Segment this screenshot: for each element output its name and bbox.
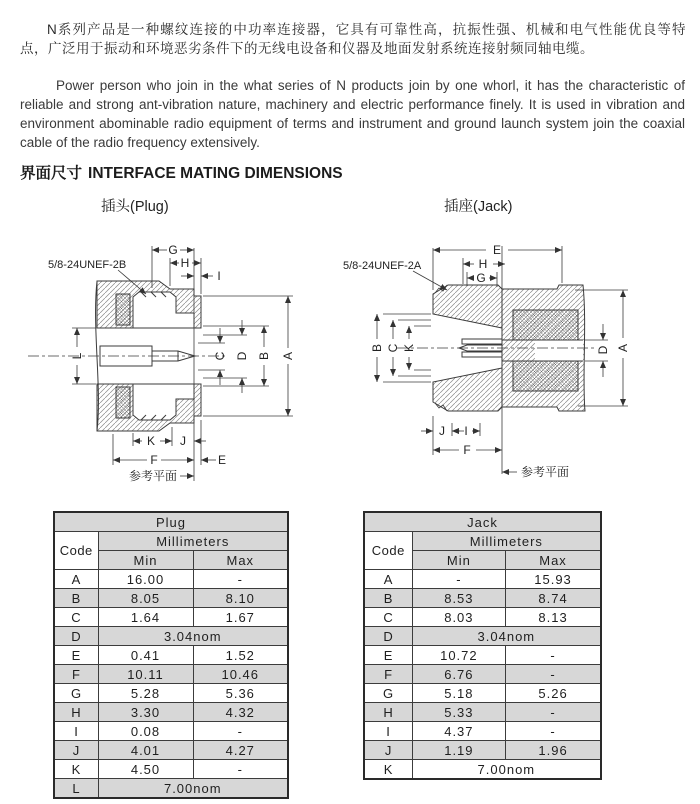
table-row xyxy=(364,741,601,760)
max-cell: 5.26 xyxy=(506,684,601,703)
min-cell: 4.37 xyxy=(412,722,505,741)
span-cell: 3.04nom xyxy=(98,627,288,646)
plug-min-header: Min xyxy=(98,551,193,570)
max-cell: - xyxy=(506,665,601,684)
max-cell: 15.93 xyxy=(506,570,601,589)
plug-table-title-row xyxy=(54,512,288,532)
plug-dim-label-k: K xyxy=(146,434,156,448)
code-cell: E xyxy=(364,646,412,665)
min-cell: 10.11 xyxy=(98,665,193,684)
plug-dim-label-j: J xyxy=(180,434,186,448)
code-cell: F xyxy=(364,665,412,684)
plug-dim-label-i: I xyxy=(217,269,221,283)
code-cell: A xyxy=(364,570,412,589)
plug-dim-label-e: E xyxy=(217,453,227,467)
max-cell: - xyxy=(193,570,288,589)
table-row xyxy=(54,684,288,703)
jack-table-title-row xyxy=(364,512,601,532)
jack-ref-plane-label: 参考平面 xyxy=(521,465,570,479)
table-row xyxy=(54,608,288,627)
plug-dim-label-c: C xyxy=(213,351,227,361)
jack-dim-label-b: B xyxy=(370,343,384,353)
table-row xyxy=(54,627,288,646)
span-cell: 3.04nom xyxy=(412,627,601,646)
code-cell: K xyxy=(54,760,98,779)
section-heading xyxy=(20,161,343,183)
plug-table xyxy=(53,511,289,799)
table-row xyxy=(54,570,288,589)
min-cell: 16.00 xyxy=(98,570,193,589)
max-cell: - xyxy=(193,760,288,779)
max-cell: 10.46 xyxy=(193,665,288,684)
section-heading-en: INTERFACE MATING DIMENSIONS xyxy=(88,165,343,182)
table-row xyxy=(364,627,601,646)
plug-dim-label-d: D xyxy=(235,351,249,361)
max-cell: 8.10 xyxy=(193,589,288,608)
span-cell: 7.00nom xyxy=(98,779,288,799)
code-cell: H xyxy=(364,703,412,722)
plug-body-section xyxy=(28,248,225,481)
jack-table-unit-row xyxy=(364,532,601,551)
jack-dim-label-j: J xyxy=(439,424,445,438)
code-cell: E xyxy=(54,646,98,665)
plug-table-title: Plug xyxy=(54,512,288,532)
code-cell: L xyxy=(54,779,98,799)
code-cell: B xyxy=(364,589,412,608)
plug-ref-plane-label: 参考平面 xyxy=(128,469,177,483)
min-cell: 8.05 xyxy=(98,589,193,608)
jack-dim-label-d: D xyxy=(596,345,610,355)
jack-table-title: Jack xyxy=(364,512,601,532)
plug-drawing-title: 插头(Plug) xyxy=(101,199,169,215)
table-row xyxy=(54,722,288,741)
plug-drawing xyxy=(20,228,335,500)
jack-dim-label-c: C xyxy=(386,343,400,353)
plug-max-header: Max xyxy=(193,551,288,570)
table-row xyxy=(364,703,601,722)
jack-drawing xyxy=(335,228,700,500)
jack-dim-label-f: F xyxy=(463,443,471,457)
max-cell: 1.67 xyxy=(193,608,288,627)
jack-drawing-title: 插座(Jack) xyxy=(444,199,513,215)
table-row xyxy=(364,722,601,741)
table-row xyxy=(54,760,288,779)
jack-dim-label-k: K xyxy=(402,343,416,353)
max-cell: - xyxy=(506,646,601,665)
jack-min-header: Min xyxy=(412,551,505,570)
min-cell: 8.53 xyxy=(412,589,505,608)
min-cell: 5.18 xyxy=(412,684,505,703)
max-cell: 1.52 xyxy=(193,646,288,665)
max-cell: 4.27 xyxy=(193,741,288,760)
code-cell: B xyxy=(54,589,98,608)
jack-thread-label: 5/8-24UNEF-2A xyxy=(343,260,422,272)
max-cell: - xyxy=(506,703,601,722)
code-cell: C xyxy=(54,608,98,627)
code-cell: G xyxy=(364,684,412,703)
jack-code-header: Code xyxy=(364,532,412,570)
code-cell: J xyxy=(364,741,412,760)
table-row xyxy=(364,684,601,703)
plug-dim-label-h: H xyxy=(180,256,190,270)
jack-dim-label-h: H xyxy=(478,257,488,271)
table-row xyxy=(54,589,288,608)
min-cell: 0.41 xyxy=(98,646,193,665)
max-cell: 8.74 xyxy=(506,589,601,608)
intro-paragraph-zh: N系列产品是一种螺纹连接的中功率连接器，它具有可靠性高，抗振性强、机械和电气性能优良等特点，广泛用于振动和环境恶劣条件下的无线电设备和仪器及地面发射系统连接射频同轴电缆。 xyxy=(20,21,686,56)
max-cell: 5.36 xyxy=(193,684,288,703)
jack-dim-label-e: E xyxy=(492,243,502,257)
jack-table xyxy=(363,511,602,780)
code-cell: I xyxy=(364,722,412,741)
table-row xyxy=(364,589,601,608)
jack-dim-label-i: I xyxy=(464,424,468,438)
min-cell: 3.30 xyxy=(98,703,193,722)
max-cell: - xyxy=(506,722,601,741)
plug-thread-label: 5/8-24UNEF-2B xyxy=(48,259,127,271)
plug-code-header: Code xyxy=(54,532,98,570)
code-cell: F xyxy=(54,665,98,684)
table-row xyxy=(54,646,288,665)
table-row xyxy=(364,608,601,627)
min-cell: 10.72 xyxy=(412,646,505,665)
code-cell: K xyxy=(364,760,412,780)
table-row xyxy=(364,646,601,665)
plug-dim-label-g: G xyxy=(168,243,178,257)
code-cell: H xyxy=(54,703,98,722)
jack-max-header: Max xyxy=(506,551,601,570)
intro-paragraph-en: Power person who join in the what series of N products join by one whorl, it has the characteristic of reliable and strong ant-vibration nature, machinery and electric performance finely. It is used in vibration and environment abominable radio equipment of terms and instrument and ground launch system join the coaxial cable of the radio frequency extensively. xyxy=(20,77,685,150)
plug-unit-header: Millimeters xyxy=(98,532,288,551)
jack-dim-label-a: A xyxy=(616,343,630,353)
table-row xyxy=(54,703,288,722)
plug-dim-label-b: B xyxy=(257,351,271,361)
min-cell: - xyxy=(412,570,505,589)
max-cell: - xyxy=(193,722,288,741)
plug-dim-label-f: F xyxy=(150,453,158,467)
max-cell: 1.96 xyxy=(506,741,601,760)
table-row xyxy=(364,760,601,780)
min-cell: 4.50 xyxy=(98,760,193,779)
plug-table-unit-row xyxy=(54,532,288,551)
min-cell: 8.03 xyxy=(412,608,505,627)
table-row xyxy=(54,779,288,799)
min-cell: 1.64 xyxy=(98,608,193,627)
min-cell: 5.33 xyxy=(412,703,505,722)
min-cell: 1.19 xyxy=(412,741,505,760)
table-row xyxy=(54,741,288,760)
jack-dim-label-g: G xyxy=(476,271,486,285)
min-cell: 6.76 xyxy=(412,665,505,684)
table-row xyxy=(364,570,601,589)
jack-unit-header: Millimeters xyxy=(412,532,601,551)
max-cell: 8.13 xyxy=(506,608,601,627)
table-row xyxy=(364,665,601,684)
code-cell: D xyxy=(364,627,412,646)
min-cell: 5.28 xyxy=(98,684,193,703)
table-row xyxy=(54,665,288,684)
code-cell: D xyxy=(54,627,98,646)
max-cell: 4.32 xyxy=(193,703,288,722)
code-cell: J xyxy=(54,741,98,760)
code-cell: G xyxy=(54,684,98,703)
min-cell: 4.01 xyxy=(98,741,193,760)
plug-dim-label-l: L xyxy=(70,352,84,360)
plug-dim-label-a: A xyxy=(281,351,295,361)
span-cell: 7.00nom xyxy=(412,760,601,780)
code-cell: A xyxy=(54,570,98,589)
code-cell: I xyxy=(54,722,98,741)
code-cell: C xyxy=(364,608,412,627)
min-cell: 0.08 xyxy=(98,722,193,741)
section-heading-zh: 界面尺寸 xyxy=(20,165,83,182)
